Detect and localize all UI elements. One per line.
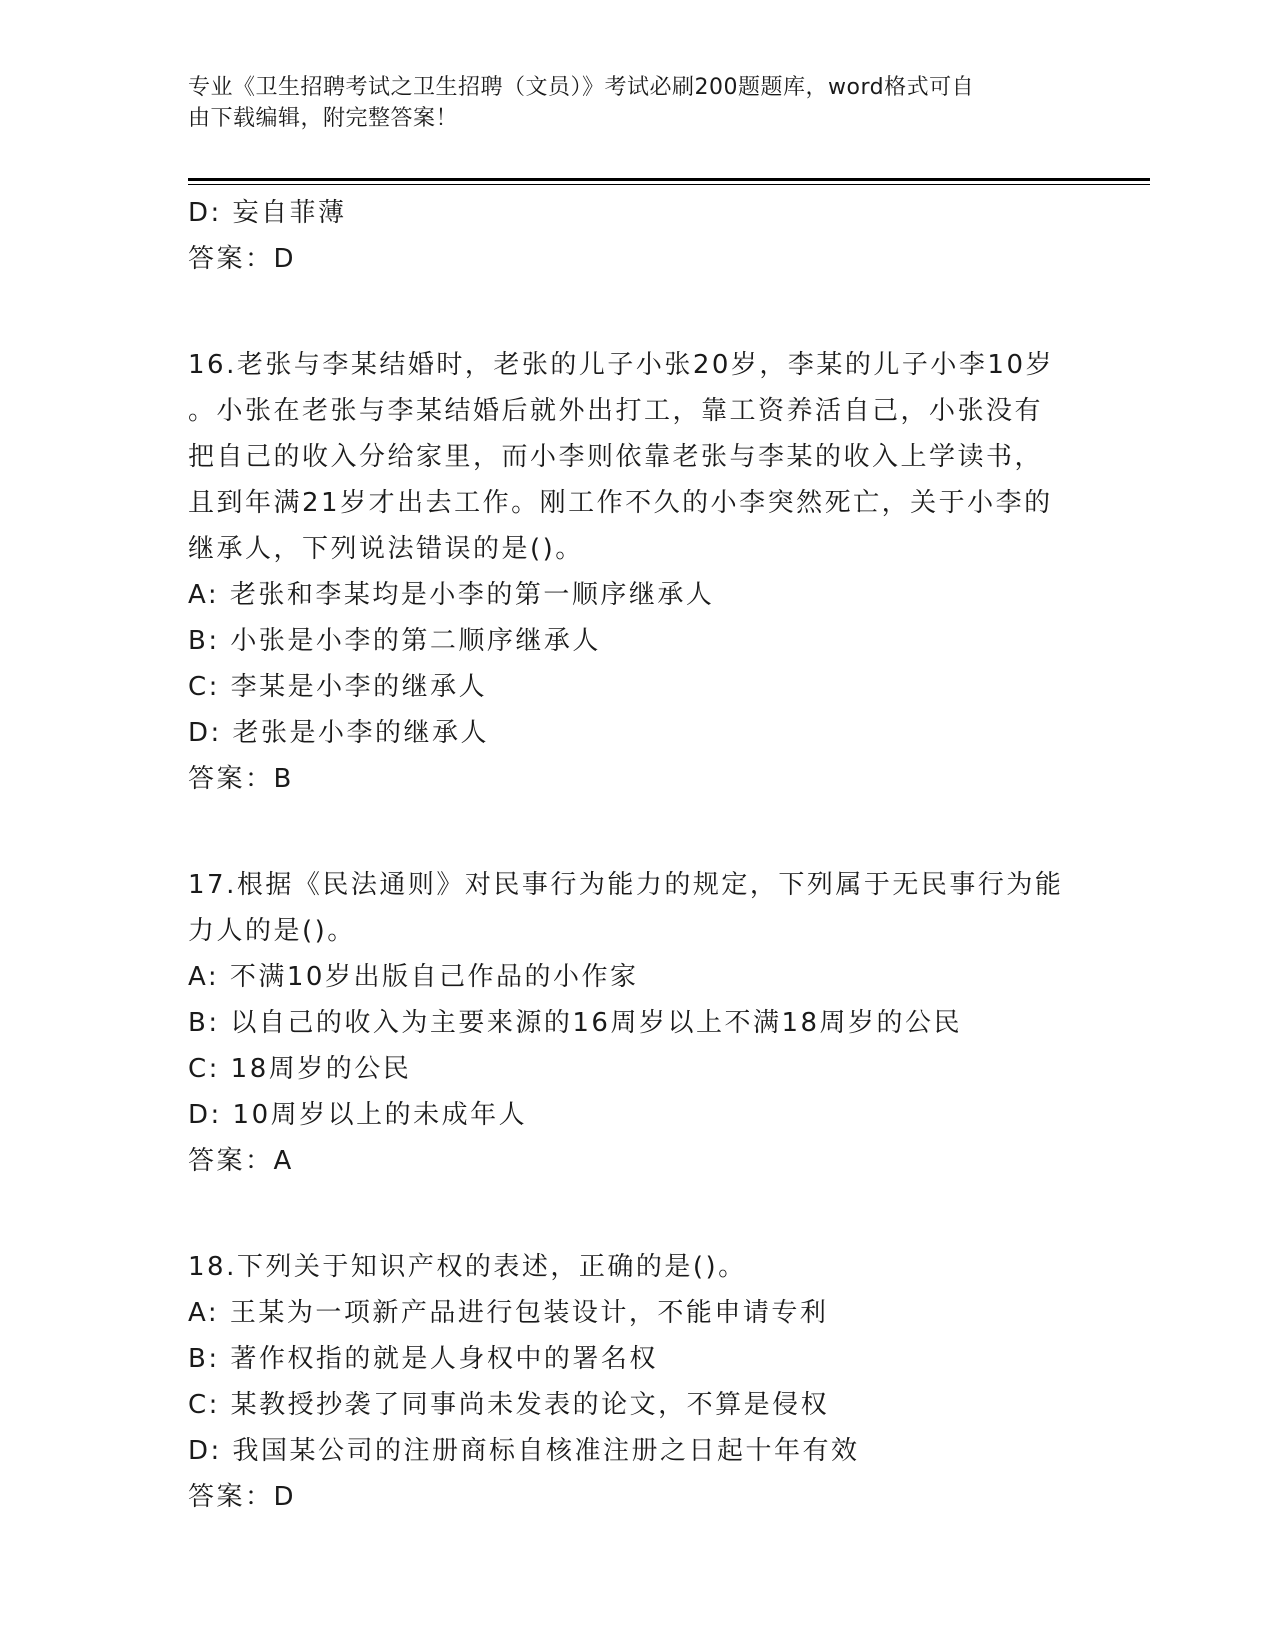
answer: 答案：B <box>188 764 294 794</box>
option-c: C: 某教授抄袭了同事尚未发表的论文，不算是侵权 <box>188 1390 830 1420</box>
question-stem-line: 17.根据《民法通则》对民事行为能力的规定，下列属于无民事行为能 <box>188 870 1064 900</box>
continued-answer: 答案：D <box>188 244 297 274</box>
option-b: B: 小张是小李的第二顺序继承人 <box>188 626 601 656</box>
header-rule-thick <box>188 178 1150 181</box>
question-18 <box>188 1244 1088 1520</box>
question-16 <box>188 342 1088 802</box>
question-17 <box>188 862 1088 1184</box>
document-header <box>188 72 1068 134</box>
option-d: D: 10周岁以上的未成年人 <box>188 1100 528 1130</box>
option-b: B: 以自己的收入为主要来源的16周岁以上不满18周岁的公民 <box>188 1008 963 1038</box>
option-c: C: 李某是小李的继承人 <box>188 672 488 702</box>
header-rule-thin <box>188 184 1150 185</box>
option-b: B: 著作权指的就是人身权中的署名权 <box>188 1344 658 1374</box>
question-stem-line: 且到年满21岁才出去工作。刚工作不久的小李突然死亡，关于小李的 <box>188 488 1053 518</box>
answer: 答案：A <box>188 1146 294 1176</box>
option-a: A: 王某为一项新产品进行包装设计，不能申请专利 <box>188 1298 829 1328</box>
header-line-1: 专业《卫生招聘考试之卫生招聘（文员）》考试必刷200题题库，word格式可自 <box>188 75 975 100</box>
option-a: A: 老张和李某均是小李的第一顺序继承人 <box>188 580 715 610</box>
option-d: D: 老张是小李的继承人 <box>188 718 490 748</box>
continued-option-d: D: 妄自菲薄 <box>188 198 347 228</box>
answer: 答案：D <box>188 1482 297 1512</box>
question-stem-line: 继承人，下列说法错误的是()。 <box>188 534 584 564</box>
option-c: C: 18周岁的公民 <box>188 1054 412 1084</box>
option-d: D: 我国某公司的注册商标自核准注册之日起十年有效 <box>188 1436 860 1466</box>
question-stem-line: 18.下列关于知识产权的表述，正确的是()。 <box>188 1252 747 1282</box>
header-line-2: 由下载编辑，附完整答案！ <box>188 106 459 131</box>
question-stem-line: 16.老张与李某结婚时，老张的儿子小张20岁，李某的儿子小李10岁 <box>188 350 1055 380</box>
question-list <box>188 190 1088 1580</box>
question-stem-line: 。小张在老张与李某结婚后就外出打工，靠工资养活自己，小张没有 <box>188 396 1044 426</box>
option-a: A: 不满10岁出版自己作品的小作家 <box>188 962 639 992</box>
question-stem-line: 力人的是()。 <box>188 916 356 946</box>
question-stem-line: 把自己的收入分给家里，而小李则依靠老张与李某的收入上学读书， <box>188 442 1044 472</box>
